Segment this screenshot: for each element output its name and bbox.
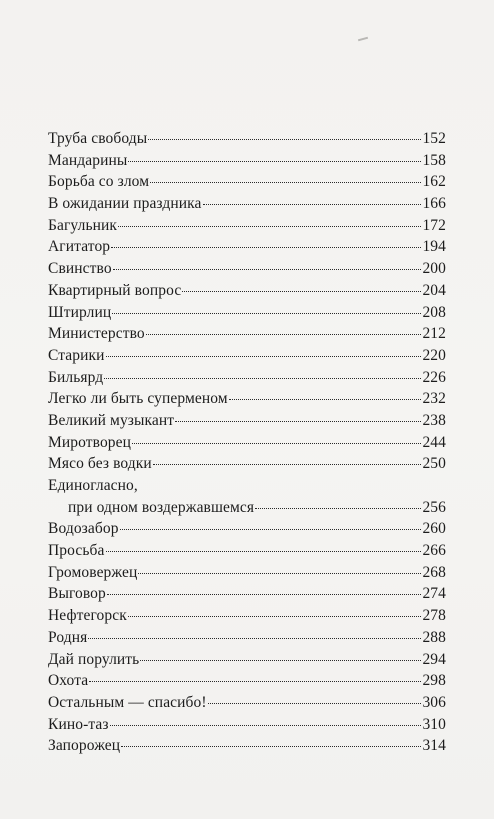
toc-entry-page: 244 — [422, 433, 446, 451]
toc-entry-page: 310 — [422, 715, 446, 733]
toc-entry — [48, 540, 446, 562]
toc-entry — [48, 735, 446, 757]
toc-entry — [48, 432, 446, 454]
toc-dot-leader — [128, 616, 422, 617]
toc-dot-leader — [106, 551, 422, 552]
toc-dot-leader — [150, 182, 421, 183]
toc-entry-page: 220 — [422, 346, 446, 364]
toc-entry — [48, 302, 446, 324]
toc-entry-page: 158 — [422, 151, 446, 169]
toc-entry-page: 208 — [422, 303, 446, 321]
toc-entry-first-line — [48, 475, 446, 497]
toc-entry — [48, 236, 446, 258]
toc-dot-leader — [121, 746, 421, 747]
toc-entry-page: 288 — [422, 628, 446, 646]
toc-entry-page: 204 — [422, 281, 446, 299]
toc-entry — [48, 150, 446, 172]
toc-entry-title: Легко ли быть суперменом — [48, 390, 228, 408]
toc-entry-page: 298 — [422, 672, 446, 690]
toc-dot-leader — [208, 703, 422, 704]
toc-entry-title: Министерство — [48, 325, 145, 343]
toc-entry-title: Запорожец — [48, 737, 121, 755]
table-of-contents — [48, 128, 446, 757]
toc-dot-leader — [118, 226, 421, 227]
toc-dot-leader — [107, 594, 422, 595]
toc-entry-title: Свинство — [48, 260, 112, 278]
toc-entry-title: В ожидании праздника — [48, 195, 202, 213]
toc-entry-page: 274 — [422, 585, 446, 603]
toc-entry — [48, 605, 446, 627]
toc-entry — [48, 562, 446, 584]
toc-entry — [48, 627, 446, 649]
toc-entry-title: Багульник — [48, 216, 118, 234]
toc-entry-title: Кино-таз — [48, 715, 109, 733]
toc-entry — [48, 367, 446, 389]
toc-entry-page: 162 — [422, 173, 446, 191]
toc-entry-title: Родня — [48, 628, 88, 646]
toc-entry-title: Водозабор — [48, 520, 119, 538]
toc-dot-leader — [175, 421, 421, 422]
toc-entry-page: 226 — [422, 368, 446, 386]
toc-entry-title: Миротворец — [48, 433, 132, 451]
toc-entry-title: Мясо без водки — [48, 455, 152, 473]
toc-entry — [48, 345, 446, 367]
toc-entry-title: Агитатор — [48, 238, 111, 256]
toc-entry — [48, 670, 446, 692]
toc-entry-title: Нефтегорск — [48, 607, 127, 625]
toc-entry-page: 314 — [422, 737, 446, 755]
toc-entry — [48, 128, 446, 150]
toc-entry-page: 194 — [422, 238, 446, 256]
toc-entry-page: 278 — [422, 607, 446, 625]
toc-entry-title: Великий музыкант — [48, 411, 175, 429]
toc-dot-leader — [148, 139, 421, 140]
toc-entry-page: 250 — [422, 455, 446, 473]
toc-dot-leader — [110, 725, 422, 726]
toc-entry — [48, 583, 446, 605]
toc-entry-title: Единогласно, — [48, 477, 138, 494]
toc-entry-page: 306 — [422, 693, 446, 711]
toc-entry-page: 232 — [422, 390, 446, 408]
toc-dot-leader — [182, 291, 421, 292]
toc-dot-leader — [128, 161, 421, 162]
toc-entry-page: 172 — [422, 216, 446, 234]
toc-entry — [48, 518, 446, 540]
faint-mark — [358, 37, 368, 42]
toc-entry-title: Мандарины — [48, 151, 128, 169]
toc-entry-title: Просьба — [48, 542, 105, 560]
toc-dot-leader — [113, 269, 422, 270]
toc-entry-title: Борьба со злом — [48, 173, 150, 191]
toc-entry-title: Штирлиц — [48, 303, 112, 321]
toc-dot-leader — [88, 638, 421, 639]
toc-entry-page: 200 — [422, 260, 446, 278]
toc-entry — [48, 258, 446, 280]
toc-entry-page: 152 — [422, 130, 446, 147]
toc-entry-page: 260 — [422, 520, 446, 538]
toc-entry — [48, 649, 446, 671]
toc-dot-leader — [153, 464, 422, 465]
toc-entry-page: 294 — [422, 650, 446, 668]
toc-dot-leader — [104, 378, 421, 379]
toc-entry-title: Охота — [48, 672, 89, 690]
toc-entry — [48, 215, 446, 237]
toc-entry — [48, 171, 446, 193]
toc-entry-title: Громовержец — [48, 563, 138, 581]
toc-entry — [48, 280, 446, 302]
toc-entry-title: Выговор — [48, 585, 106, 603]
toc-dot-leader — [120, 529, 422, 530]
toc-dot-leader — [203, 204, 422, 205]
toc-dot-leader — [146, 334, 422, 335]
toc-entry-page: 268 — [422, 563, 446, 581]
toc-entry — [48, 193, 446, 215]
toc-dot-leader — [229, 399, 422, 400]
toc-entry-page: 166 — [422, 195, 446, 213]
toc-entry — [48, 388, 446, 410]
toc-entry — [48, 714, 446, 736]
toc-entry — [48, 323, 446, 345]
toc-dot-leader — [106, 356, 422, 357]
toc-entry-title: Остальным — спасибо! — [48, 693, 207, 711]
toc-entry-title: Квартирный вопрос — [48, 281, 182, 299]
toc-dot-leader — [255, 508, 421, 509]
toc-entry — [48, 453, 446, 475]
toc-dot-leader — [140, 660, 421, 661]
toc-entry-page: 212 — [422, 325, 446, 343]
toc-entry — [48, 410, 446, 432]
toc-entry-title: Дай порулить — [48, 650, 140, 668]
toc-dot-leader — [89, 681, 421, 682]
toc-entry-title: Старики — [48, 346, 105, 364]
toc-entry-page: 238 — [422, 411, 446, 429]
toc-entry-title: Труба свободы — [48, 130, 148, 147]
toc-entry-page: 256 — [422, 498, 446, 516]
toc-entry-page: 266 — [422, 542, 446, 560]
toc-dot-leader — [112, 313, 421, 314]
toc-entry-title-continuation: при одном воздержавшемся — [68, 498, 255, 516]
toc-dot-leader — [132, 443, 421, 444]
toc-entry — [48, 497, 446, 519]
toc-entry — [48, 692, 446, 714]
toc-dot-leader — [111, 247, 421, 248]
toc-entry-title: Бильярд — [48, 368, 104, 386]
toc-dot-leader — [138, 573, 421, 574]
